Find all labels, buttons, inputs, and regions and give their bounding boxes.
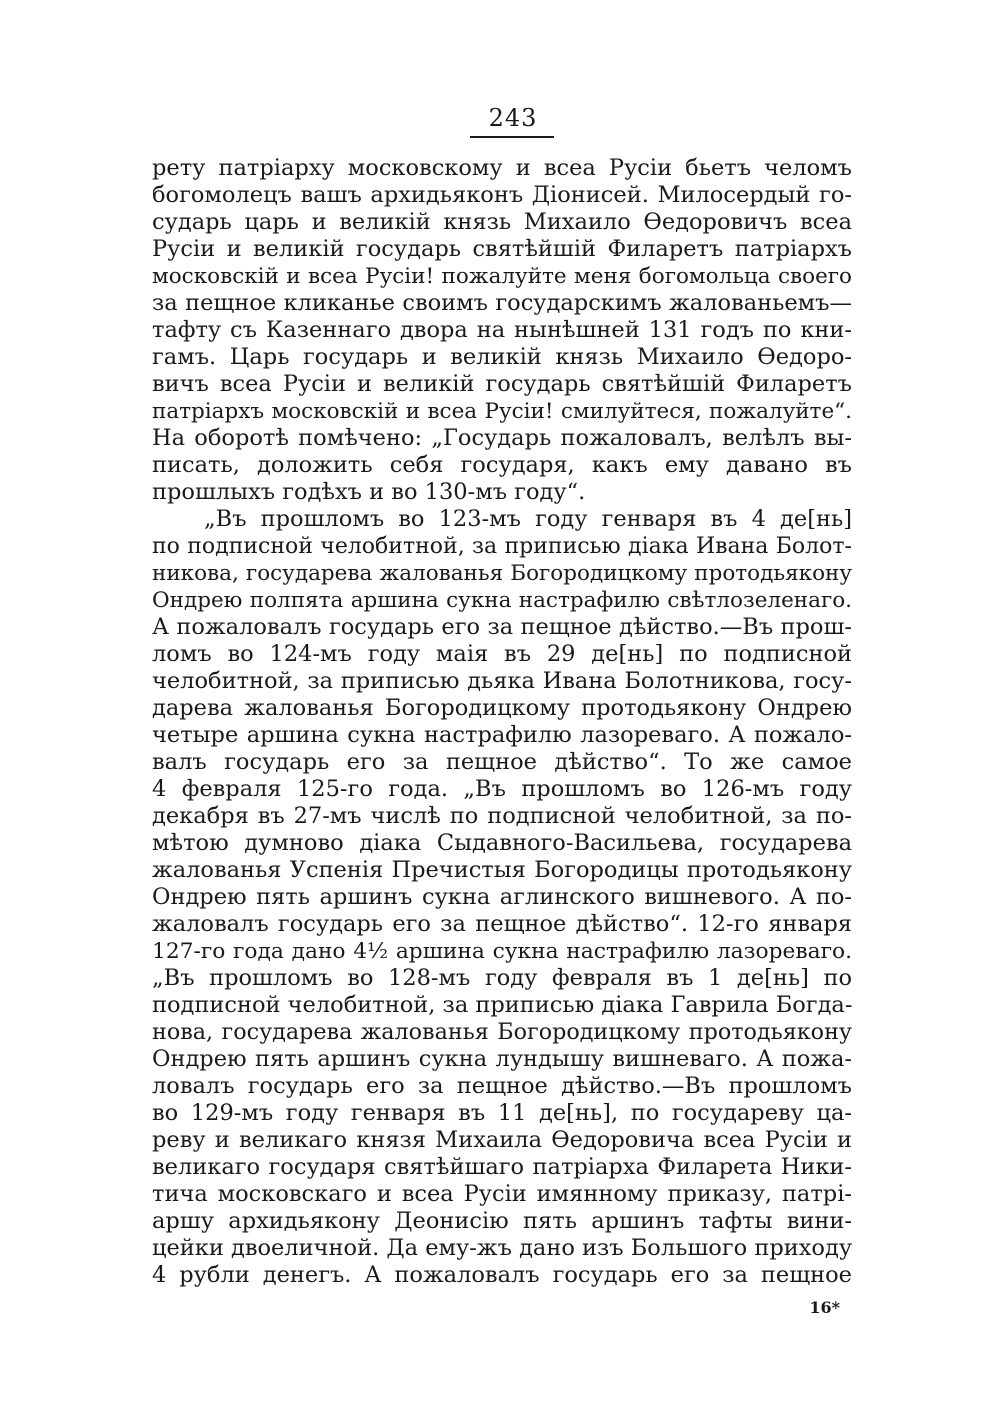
text-line: 4 февраля 125-го года. „Въ прошломъ во 126-мъ году (152, 776, 852, 802)
text-line: 127-го года дано 4½ аршина сукна настрафилю лазореваго. (152, 939, 852, 964)
text-line: валъ государь его за пещное дѣйство“. То же самое (152, 749, 852, 775)
text-line: великаго государя святѣйшаго патріарха Филарета Ники- (152, 1154, 852, 1180)
text-line: На оборотѣ помѣчено: „Государь пожаловалъ, велѣлъ вы- (152, 425, 852, 451)
text-line: тича московскаго и всеа Русіи имянному приказу, патрі- (152, 1181, 852, 1207)
text-line: Ондрею пять аршинъ сукна аглинского вишневого. А по- (152, 884, 852, 910)
text-line: дарева жалованья Богородицкому протодьякону Ондрею (152, 695, 852, 721)
text-line: 4 рубли денегъ. А пожаловалъ государь его за пещное (152, 1262, 852, 1288)
text-line: писать, доложить себя государя, какъ ему давано въ (152, 452, 852, 478)
text-line: московскій и всеа Русіи! пожалуйте меня богомольца своего (152, 264, 852, 289)
text-line: подписной челобитной, за приписью діака Гаврила Богда- (152, 992, 853, 1018)
text-line: Русіи и великій государь святѣйшій Филаретъ патріархъ (152, 236, 852, 262)
text-line: тафту съ Казеннаго двора на нынѣшней 131 годъ по кни- (152, 317, 852, 343)
text-line: вичъ всеа Русіи и великій государь святѣйшій Филаретъ (152, 371, 852, 397)
text-line: за пещное кликанье своимъ государскимъ жалованьемъ— (152, 290, 852, 316)
page-number: 243 (488, 104, 538, 132)
text-line: Ондрею полпята аршина сукна настрафилю свѣтлозеленаго. (152, 588, 852, 613)
text-line: рету патріарху московскому и всеа Русіи бьетъ челомъ (152, 155, 852, 181)
text-line: прошлыхъ годѣхъ и во 130-мъ году“. (152, 479, 586, 505)
text-line: гамъ. Царь государь и великій князь Михаило Ѳедоро- (152, 344, 852, 370)
text-line: по подписной челобитной, за приписью діака Ивана Болот- (152, 534, 852, 559)
text-line: „Въ прошломъ во 123-мъ году генваря въ 4 де[нь] (204, 506, 852, 532)
text-line: А пожаловалъ государь его за пещное дѣйство.—Въ прош- (152, 614, 852, 640)
body-text (152, 155, 852, 1289)
text-line: четыре аршина сукна настрафилю лазореваго. А пожало- (152, 722, 852, 748)
text-line: аршу архидьякону Деонисію пять аршинъ тафты вини- (152, 1208, 852, 1234)
text-line: челобитной, за приписью дьяка Ивана Болотникова, госу- (152, 668, 852, 694)
text-line: жалованья Успенія Пречистыя Богородицы протодьякону (152, 857, 852, 883)
text-line: богомолецъ вашъ архидьяконъ Діонисей. Милосердый го- (152, 182, 852, 208)
text-line: жаловалъ государь его за пещное дѣйство“. 12-го января (152, 911, 852, 937)
text-line: во 129-мъ году генваря въ 11 де[нь], по государеву ца- (152, 1100, 852, 1126)
text-line: декабря въ 27-мъ числѣ по подписной челобитной, за по- (152, 803, 852, 829)
text-line: никова, государева жалованья Богородицкому протодьякону (152, 561, 852, 586)
signature-mark: 16* (809, 1298, 840, 1317)
text-line: ломъ во 124-мъ году маія въ 29 де[нь] по подписной (152, 641, 852, 667)
text-line: мѣтою думново діака Сыдавного-Васильева, государева (152, 830, 852, 856)
text-line: патріархъ московскій и всеа Русіи! смилуйтеся, пожалуйте“. (152, 399, 852, 424)
text-line: „Въ прошломъ во 128-мъ году февраля въ 1 де[нь] по (152, 965, 852, 991)
text-line: Ондрею пять аршинъ сукна лундышу вишневаго. А пожа- (152, 1046, 852, 1072)
text-line: ловалъ государь его за пещное дѣйство.—Въ прошломъ (152, 1073, 852, 1099)
page-number-rule (470, 136, 554, 138)
text-line: цейки двоеличной. Да ему-жъ дано изъ Большого приходу (152, 1235, 853, 1261)
text-line: нова, государева жалованья Богородицкому протодьякону (152, 1019, 852, 1045)
text-line: реву и великаго князя Михаила Ѳедоровича всеа Русіи и (152, 1127, 852, 1153)
text-line: сударь царь и великій князь Михаило Ѳедоровичъ всеа (152, 209, 852, 235)
